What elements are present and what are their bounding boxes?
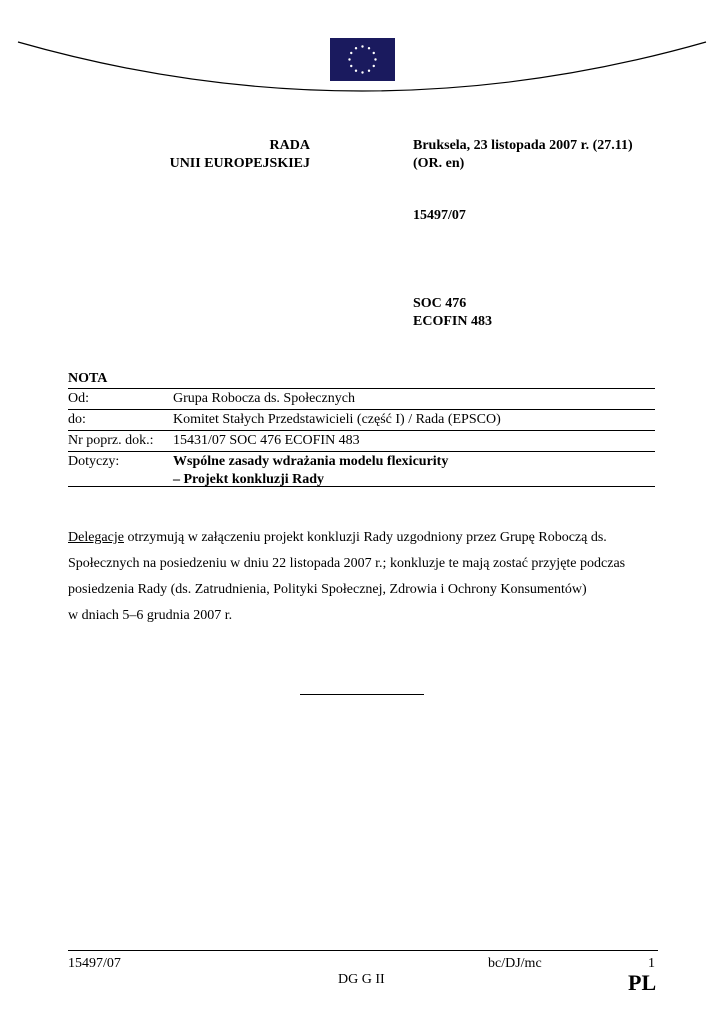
note-value-subject-line-2: – Projekt konkluzji Rady — [173, 472, 325, 487]
place-date-block — [413, 137, 633, 173]
end-of-text-line — [300, 694, 424, 695]
note-value-prev-doc: 15431/07 SOC 476 ECOFIN 483 — [173, 433, 360, 448]
note-divider — [68, 430, 655, 431]
note-heading: NOTA — [68, 371, 108, 386]
flag-star-icon — [355, 70, 357, 72]
flag-star-icon — [355, 47, 357, 49]
note-value-subject-line-1: Wspólne zasady wdrażania modelu flexicurity — [173, 454, 449, 469]
body-line-1 — [68, 525, 658, 551]
flag-star-icon — [350, 52, 352, 54]
note-label-subject: Dotyczy: — [68, 454, 120, 469]
footer-doc-ref: 15497/07 — [68, 956, 121, 971]
eu-flag-logo — [330, 38, 395, 81]
body-line-2: Społecznych na posiedzeniu w dniu 22 listopada 2007 r.; konkluzje te mają zostać przyjęte podczas — [68, 556, 626, 571]
note-label-from: Od: — [68, 391, 89, 406]
council-line-1: RADA — [269, 138, 310, 153]
flag-star-icon — [348, 58, 350, 60]
flag-star-icon — [350, 65, 352, 67]
note-value-from: Grupa Robocza ds. Społecznych — [173, 391, 355, 406]
code-soc: SOC 476 — [413, 296, 467, 311]
note-label-to: do: — [68, 412, 86, 427]
flag-star-icon — [361, 45, 363, 47]
flag-star-icon — [368, 70, 370, 72]
body-paragraph — [68, 525, 658, 629]
flag-star-icon — [373, 65, 375, 67]
footer-page-number: 1 — [648, 956, 655, 971]
flag-star-icon — [374, 58, 376, 60]
flag-star-icon — [373, 52, 375, 54]
place-date: Bruksela, 23 listopada 2007 r. (27.11) — [413, 138, 633, 153]
footer-directorate: DG G II — [338, 972, 385, 987]
interinstitutional-codes — [413, 295, 492, 331]
note-bottom-rule — [68, 486, 655, 487]
footer-rule — [68, 950, 658, 951]
body-line-4: w dniach 5–6 grudnia 2007 r. — [68, 608, 233, 623]
document-number: 15497/07 — [413, 208, 466, 223]
footer-initials: bc/DJ/mc — [488, 956, 542, 971]
council-name — [160, 137, 310, 173]
note-top-rule — [68, 388, 655, 389]
note-label-prev-doc: Nr poprz. dok.: — [68, 433, 154, 448]
original-language: (OR. en) — [413, 156, 465, 171]
body-line-1-rest: otrzymują w załączeniu projekt konkluzji Rady uzgodniony przez Grupę Roboczą ds. — [123, 530, 607, 545]
note-value-to: Komitet Stałych Przedstawicieli (część I) / Rada (EPSCO) — [173, 412, 501, 427]
delegations-word: Delegacje — [68, 530, 124, 545]
flag-star-icon — [361, 71, 363, 73]
council-line-2: UNII EUROPEJSKIEJ — [169, 156, 310, 171]
code-ecofin: ECOFIN 483 — [413, 314, 492, 329]
flag-star-icon — [368, 47, 370, 49]
footer-language: PL — [628, 970, 657, 995]
body-line-3: posiedzenia Rady (ds. Zatrudnienia, Polityki Społecznej, Zdrowia i Ochrony Konsumentów) — [68, 582, 587, 597]
